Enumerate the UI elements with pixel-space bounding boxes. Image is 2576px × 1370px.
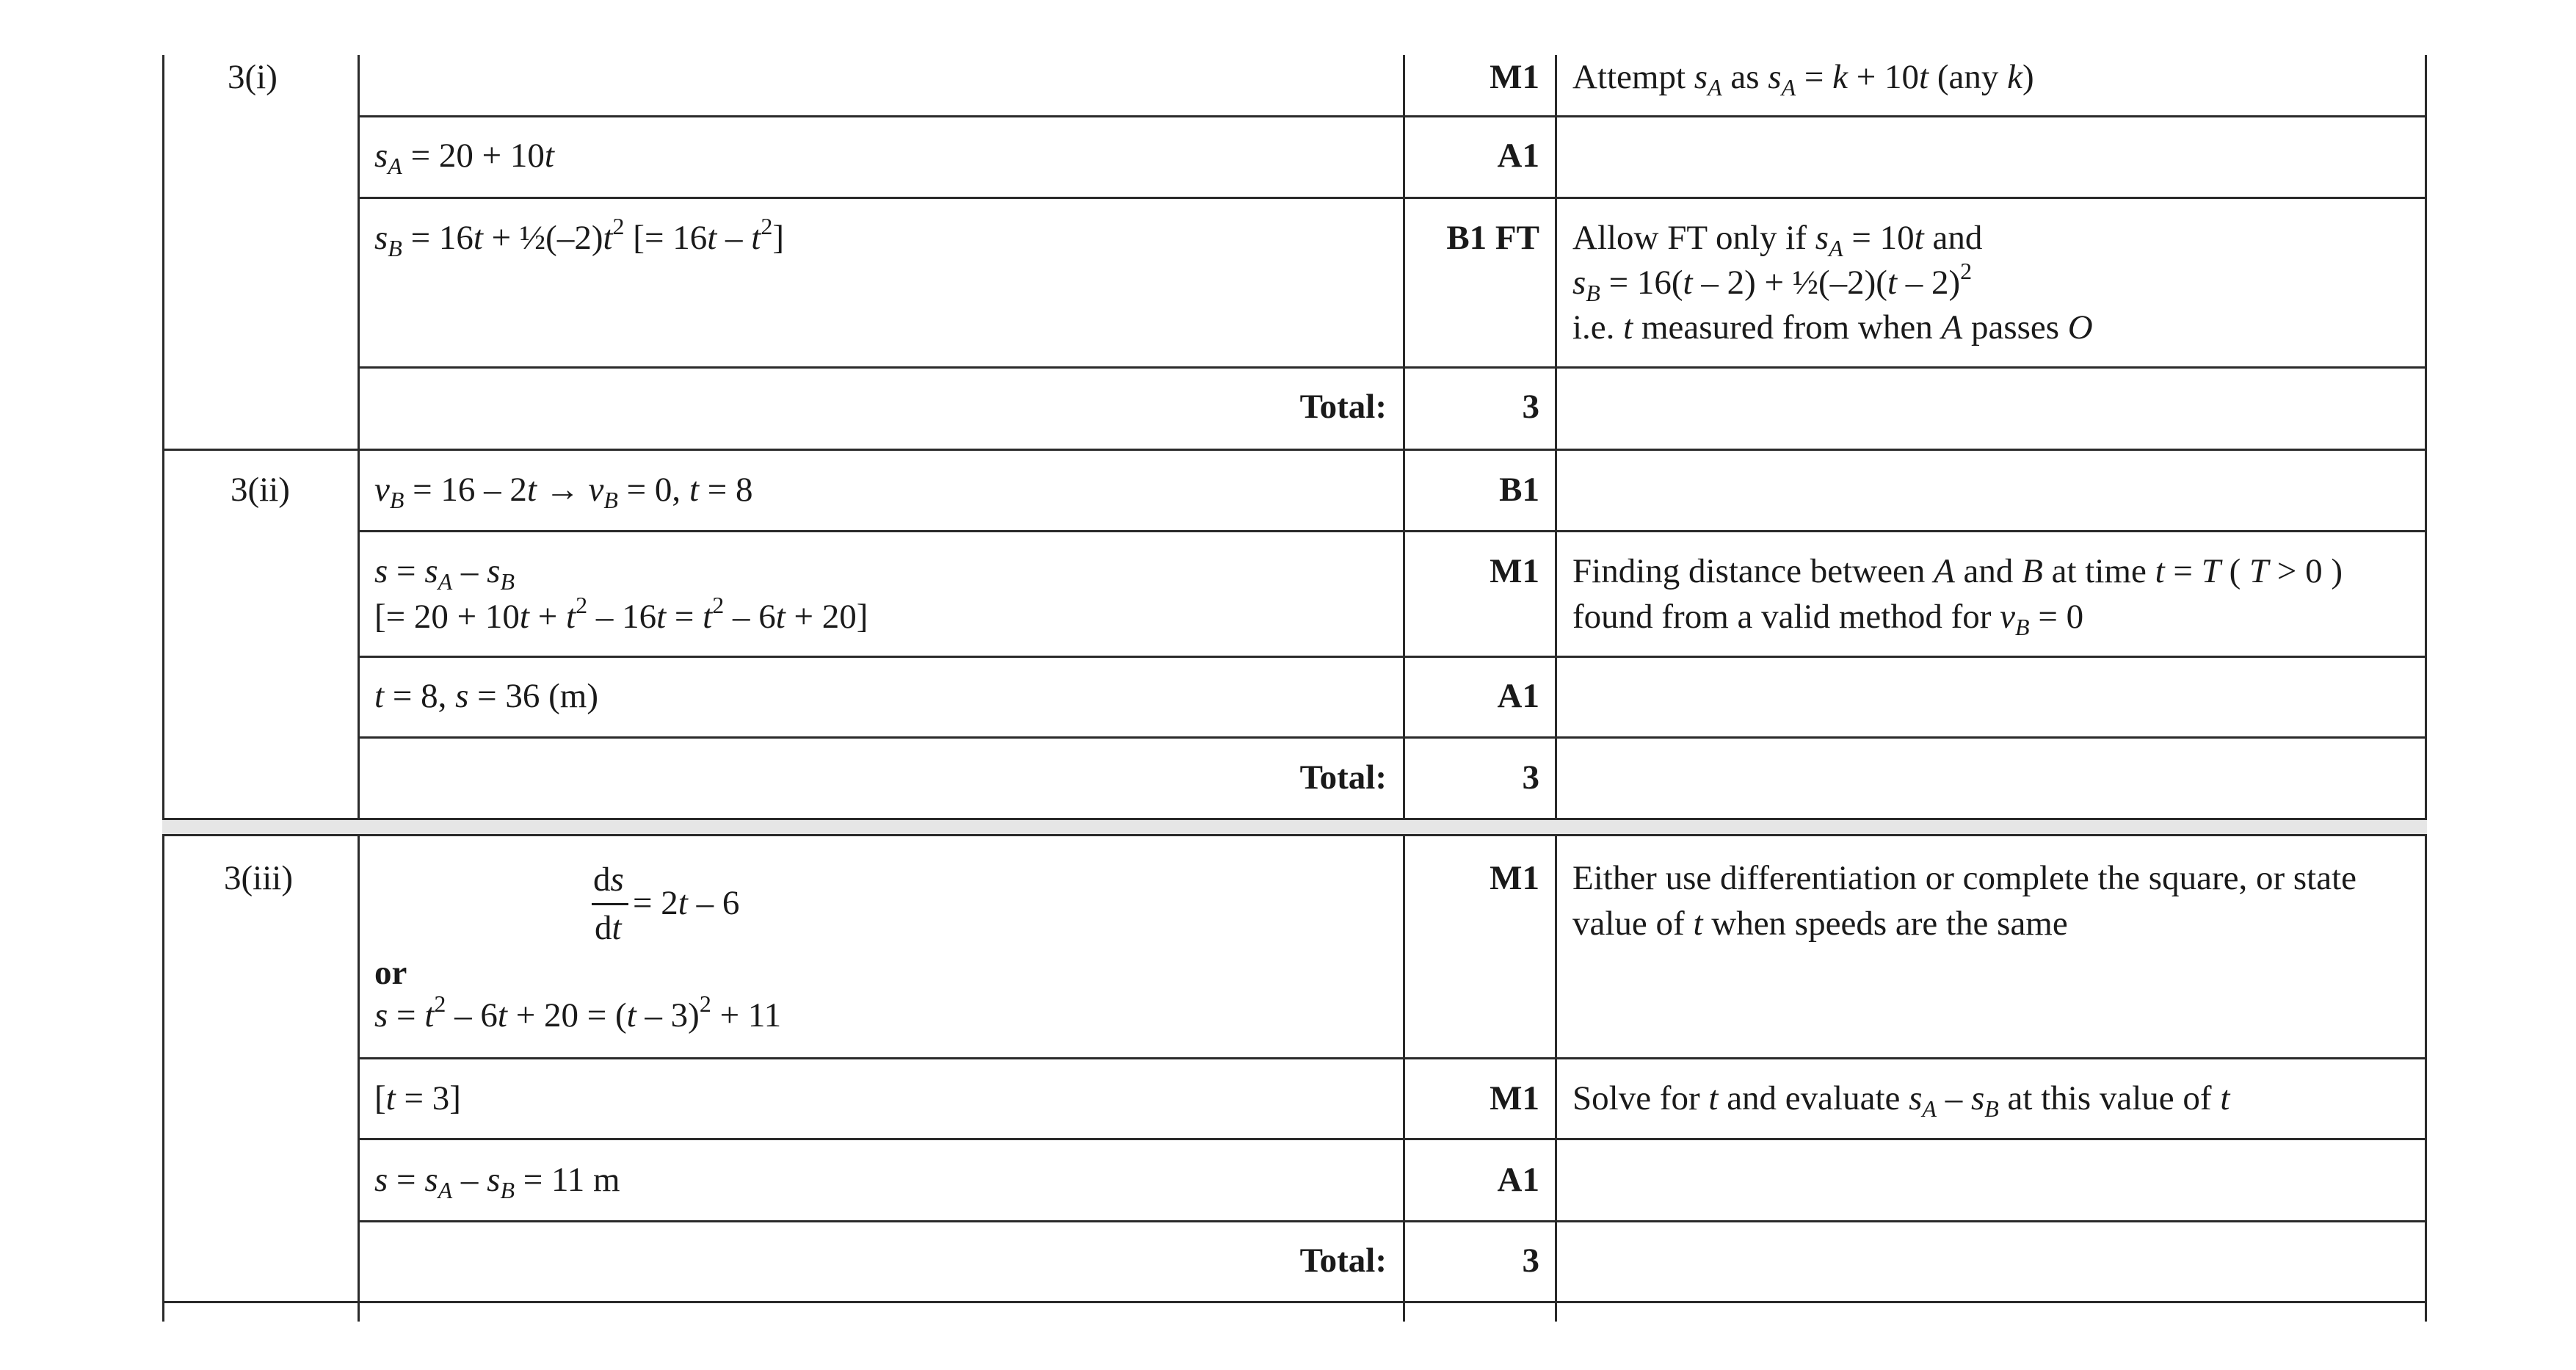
- row-line: [358, 1057, 2427, 1059]
- guidance-text: found from a valid method for $v_B = 0$: [1572, 598, 2084, 640]
- answer-text: $s_A = 20 + 10t$: [374, 137, 554, 179]
- answer-text: $s = s_A - s_B$: [374, 552, 515, 595]
- row-line: [162, 834, 2427, 836]
- mark-code: B1: [1499, 471, 1539, 509]
- mark-code: B1 FT: [1446, 219, 1539, 257]
- row-line: [358, 530, 2427, 532]
- answer-text: $s_B = 16t$ + $\frac{1}{2}(-2)t^2$ [= $16t - t^2$]: [374, 213, 784, 261]
- col-line-right: [2425, 55, 2427, 1322]
- question-label: 3(iii): [224, 859, 293, 897]
- total-mark: 3: [1522, 1242, 1539, 1280]
- guidance-text: Allow FT only if $s_A = 10t$ and: [1572, 219, 1983, 261]
- total-label: Total:: [1299, 758, 1387, 797]
- col-line-4: [1555, 55, 1557, 1322]
- fraction-bar: [592, 903, 628, 905]
- question-label: 3(ii): [231, 471, 290, 509]
- mark-code: A1: [1497, 137, 1539, 175]
- col-line-left: [162, 55, 164, 1322]
- mark-code: M1: [1490, 58, 1539, 96]
- row-line: [358, 656, 2427, 658]
- guidance-text: i.e. t measured from when A passes O: [1572, 308, 2093, 347]
- total-mark: 3: [1522, 758, 1539, 797]
- row-line: [358, 197, 2427, 199]
- total-label: Total:: [1299, 388, 1387, 426]
- row-line: [358, 736, 2427, 739]
- total-mark: 3: [1522, 388, 1539, 426]
- row-line: [162, 818, 2427, 820]
- fraction-numerator: ds: [593, 860, 624, 899]
- or-label: or: [374, 954, 407, 992]
- answer-text: [t = 3]: [374, 1079, 461, 1117]
- guidance-text: $s_B = 16(t - 2)$ + ½(–2)(t – 2)$^2$: [1572, 258, 1973, 306]
- fraction-rhs: = 2t – 6: [633, 884, 740, 922]
- row-line: [358, 366, 2427, 369]
- answer-text: $s = t^2 - 6t + 20 = (t - 3)^2 + 11$: [374, 990, 782, 1034]
- row-line: [358, 115, 2427, 117]
- answer-text: t = 8, s = 36 (m): [374, 677, 598, 715]
- guidance-text: Either use differentiation or complete the square, or state: [1572, 859, 2357, 897]
- answer-text: $v_B = 16 - 2t \to v_B = 0$, t = 8: [374, 471, 753, 513]
- col-line-2: [358, 55, 360, 1322]
- row-line: [358, 1138, 2427, 1140]
- total-label: Total:: [1299, 1242, 1387, 1280]
- row-line: [358, 1220, 2427, 1222]
- mark-code: A1: [1497, 1161, 1539, 1199]
- guidance-text: Solve for t and evaluate $s_A - s_B$ at this value of t: [1572, 1079, 2230, 1122]
- guidance-text: value of t when speeds are the same: [1572, 905, 2068, 943]
- guidance-text: Finding distance between A and B at time t = T ( T > 0 ): [1572, 552, 2343, 590]
- guidance-text: Attempt $s_A$ as $s_A = k + 10t$ (any k): [1572, 58, 2034, 101]
- answer-text: [= $20 + 10t + t^2 - 16t = t^2 - 6t + 20$]: [374, 592, 868, 636]
- mark-code: A1: [1497, 677, 1539, 715]
- row-line: [162, 449, 2427, 451]
- mark-code: M1: [1490, 1079, 1539, 1117]
- row-line: [162, 1301, 2427, 1303]
- fraction-denominator: dt: [595, 909, 622, 947]
- question-label: 3(i): [228, 58, 277, 96]
- mark-code: M1: [1490, 552, 1539, 590]
- mark-code: M1: [1490, 859, 1539, 897]
- answer-text: $s = s_A - s_B = 11$ m: [374, 1161, 620, 1203]
